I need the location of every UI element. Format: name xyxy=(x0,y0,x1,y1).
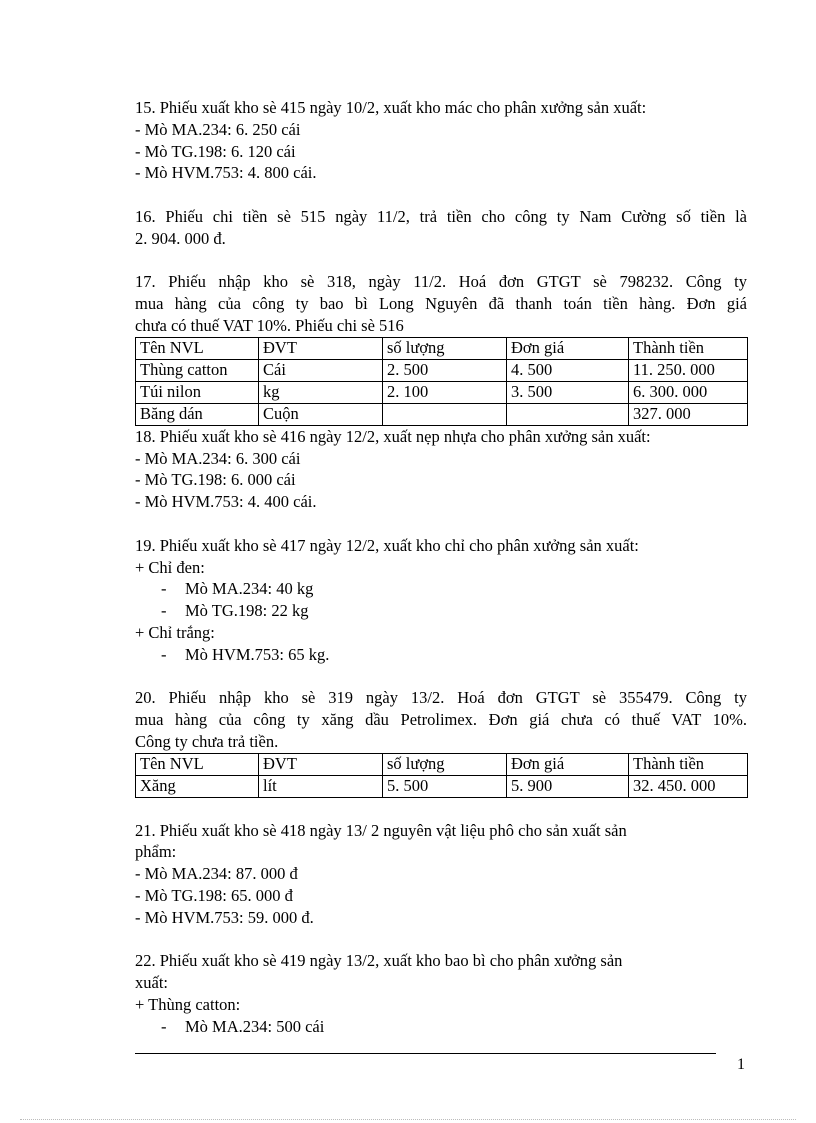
item-20-line: 20. Phiếu nhập kho sè 319 ngày 13/2. Hoá đơn GTGT sè 355479. Công ty xyxy=(135,688,747,708)
item-20-table xyxy=(135,753,748,798)
item-22-bullet xyxy=(135,1016,747,1038)
table-header-cell: Tên NVL xyxy=(136,753,259,775)
table-cell: 3. 500 xyxy=(507,381,629,403)
bullet-text: Mò MA.234: 500 cái xyxy=(185,1016,325,1036)
table-header-cell: Đơn giá xyxy=(507,337,629,359)
item-15-line: - Mò MA.234: 6. 250 cái xyxy=(135,119,301,139)
dash-bullet: - xyxy=(161,601,167,621)
table-cell: Túi nilon xyxy=(136,381,259,403)
item-18-line: - Mò HVM.753: 4. 400 cái. xyxy=(135,492,317,512)
item-20-line: Công ty chưa trả tiền. xyxy=(135,731,279,751)
item-18-line: - Mò TG.198: 6. 000 cái xyxy=(135,470,296,490)
item-18-line: - Mò MA.234: 6. 300 cái xyxy=(135,448,301,468)
item-17-line: chưa có thuế VAT 10%. Phiếu chi sè 516 xyxy=(135,315,404,335)
item-22-line: xuất: xyxy=(135,973,168,993)
item-15-title: 15. Phiếu xuất kho sè 415 ngày 10/2, xuất kho mác cho phân xưởng sản xuất: xyxy=(135,98,647,117)
item-19-group: + Chỉ đen: xyxy=(135,557,205,577)
table-cell: lít xyxy=(259,775,383,797)
table-header-cell: Thành tiền xyxy=(629,337,748,359)
table-header-cell: Đơn giá xyxy=(507,753,629,775)
item-21-line: - Mò MA.234: 87. 000 đ xyxy=(135,864,298,884)
table-header-cell: số lượng xyxy=(383,337,507,359)
table-header-cell: số lượng xyxy=(383,753,507,775)
document-body xyxy=(135,97,747,1037)
item-17-line: mua hàng của công ty bao bì Long Nguyên đã thanh toán tiền hàng. Đơn giá xyxy=(135,294,747,314)
item-17-table xyxy=(135,337,748,426)
dash-bullet: - xyxy=(161,579,167,599)
page-number: 1 xyxy=(737,1056,745,1073)
item-15-line: - Mò HVM.753: 4. 800 cái. xyxy=(135,163,317,183)
table-cell: 327. 000 xyxy=(629,403,748,425)
table-cell: Băng dán xyxy=(136,403,259,425)
table-row xyxy=(136,403,748,425)
item-22-group: + Thùng catton: xyxy=(135,994,241,1014)
bullet-text: Mò MA.234: 40 kg xyxy=(185,579,314,599)
item-19-bullet xyxy=(135,600,747,622)
item-19-bullet xyxy=(135,578,747,600)
table-header-row xyxy=(136,753,748,775)
table-header-cell: Tên NVL xyxy=(136,337,259,359)
item-15-line: - Mò TG.198: 6. 120 cái xyxy=(135,141,296,161)
table-cell: 4. 500 xyxy=(507,359,629,381)
item-21-line: 21. Phiếu xuất kho sè 418 ngày 13/ 2 nguyên vật liệu phô cho sản xuất sản xyxy=(135,820,627,840)
footer-rule xyxy=(135,1053,716,1054)
table-cell: 32. 450. 000 xyxy=(629,775,748,797)
dash-bullet: - xyxy=(161,1016,167,1036)
table-cell xyxy=(507,403,629,425)
table-header-cell: Thành tiền xyxy=(629,753,748,775)
table-header-row xyxy=(136,337,748,359)
table-cell xyxy=(383,403,507,425)
table-row xyxy=(136,775,748,797)
item-17-line: 17. Phiếu nhập kho sè 318, ngày 11/2. Hoá đơn GTGT sè 798232. Công ty xyxy=(135,272,747,292)
item-21-line: phẩm: xyxy=(135,842,177,862)
item-18-title: 18. Phiếu xuất kho sè 416 ngày 12/2, xuất nẹp nhựa cho phân xưởng sản xuất: xyxy=(135,426,651,446)
table-cell: Xăng xyxy=(136,775,259,797)
bullet-text: Mò TG.198: 22 kg xyxy=(185,601,309,621)
table-cell: 11. 250. 000 xyxy=(629,359,748,381)
table-cell: 5. 500 xyxy=(383,775,507,797)
dash-bullet: - xyxy=(161,644,167,664)
table-cell: 2. 500 xyxy=(383,359,507,381)
table-cell: 5. 900 xyxy=(507,775,629,797)
item-22-line: 22. Phiếu xuất kho sè 419 ngày 13/2, xuất kho bao bì cho phân xưởng sản xyxy=(135,951,623,971)
table-cell: kg xyxy=(259,381,383,403)
table-cell: Cuộn xyxy=(259,403,383,425)
item-19-title: 19. Phiếu xuất kho sè 417 ngày 12/2, xuất kho chỉ cho phân xưởng sản xuất: xyxy=(135,535,639,555)
table-row xyxy=(136,381,748,403)
item-16-line: 16. Phiếu chi tiền sè 515 ngày 11/2, trả tiền cho công ty Nam Cường số tiền là xyxy=(135,206,747,226)
bullet-text: Mò HVM.753: 65 kg. xyxy=(185,644,330,664)
table-row xyxy=(136,359,748,381)
table-cell: Thùng catton xyxy=(136,359,259,381)
item-20-line: mua hàng của công ty xăng dầu Petrolimex. Đơn giá chưa có thuế VAT 10%. xyxy=(135,710,747,730)
table-header-cell: ĐVT xyxy=(259,753,383,775)
table-header-cell: ĐVT xyxy=(259,337,383,359)
page-boundary xyxy=(20,1119,796,1120)
table-cell: Cái xyxy=(259,359,383,381)
item-21-line: - Mò HVM.753: 59. 000 đ. xyxy=(135,907,314,927)
item-19-bullet xyxy=(135,644,747,666)
table-cell: 2. 100 xyxy=(383,381,507,403)
item-19-group: + Chỉ trắng: xyxy=(135,622,215,642)
item-16-line: 2. 904. 000 đ. xyxy=(135,228,226,248)
item-21-line: - Mò TG.198: 65. 000 đ xyxy=(135,885,293,905)
table-cell: 6. 300. 000 xyxy=(629,381,748,403)
